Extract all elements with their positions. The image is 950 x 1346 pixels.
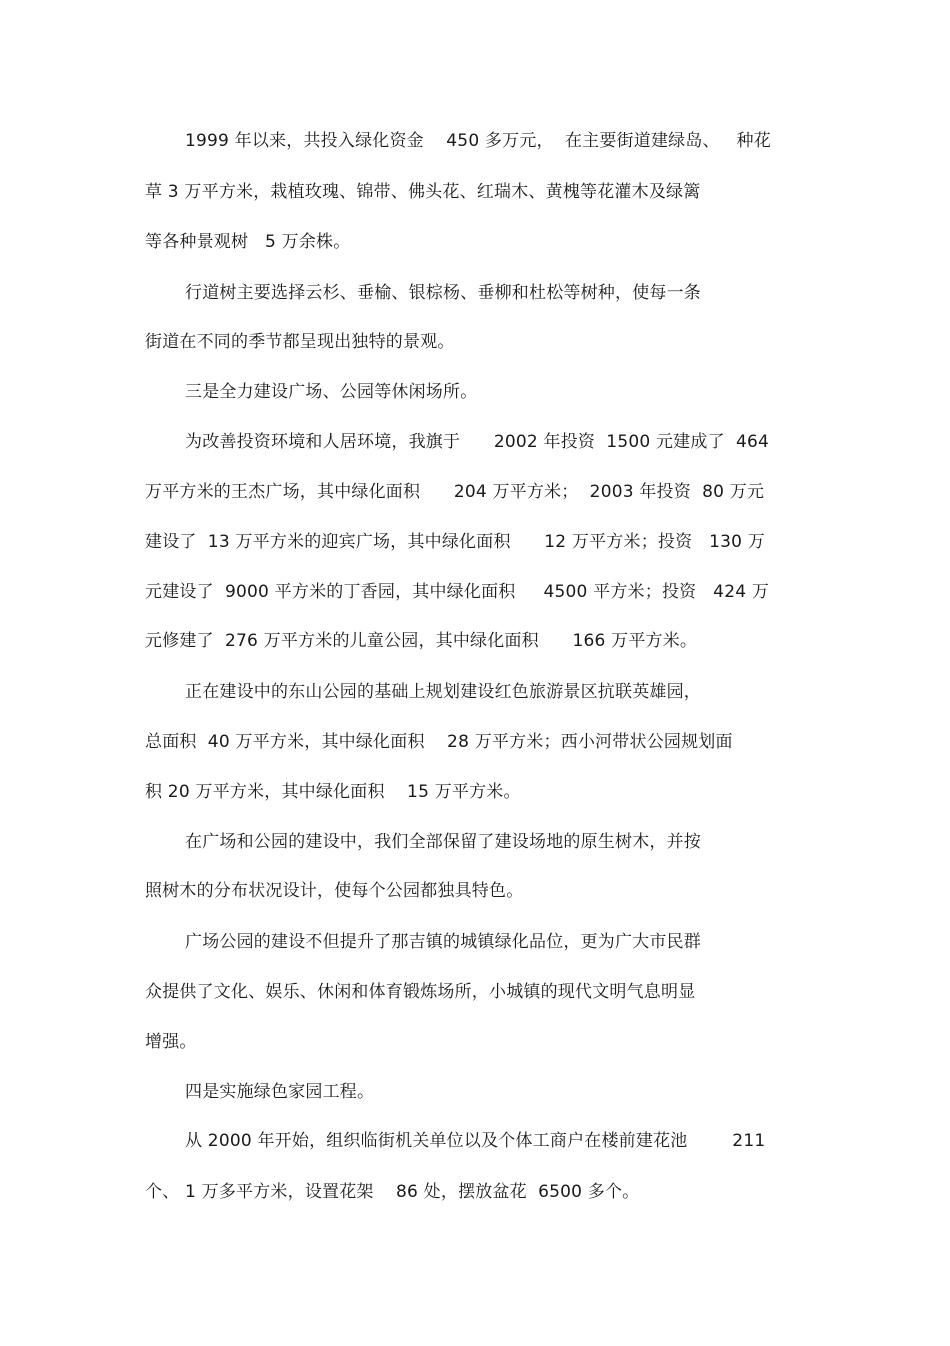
text-line: 增强。	[145, 1032, 197, 1052]
text-line: 三是全力建设广场、公园等休闲场所。	[185, 382, 478, 402]
text-line: 照树木的分布状况设计，使每个公园都独具特色。	[145, 881, 524, 901]
text-line: 万平方米的王杰广场，其中绿化面积 204 万平方米； 2003 年投资 80 万元	[145, 482, 765, 502]
text-line: 1999 年以来，共投入绿化资金 450 多万元， 在主要街道建绿岛、 种花	[185, 131, 771, 151]
text-line: 等各种景观树 5 万余株。	[145, 232, 351, 252]
text-line: 众提供了文化、娱乐、休闲和体育锻炼场所，小城镇的现代文明气息明显	[145, 982, 696, 1002]
text-line: 街道在不同的季节都呈现出独特的景观。	[145, 332, 455, 352]
text-line: 从 2000 年开始，组织临街机关单位以及个体工商户在楼前建花池 211	[185, 1131, 766, 1151]
text-line: 正在建设中的东山公园的基础上规划建设红色旅游景区抗联英雄园，	[185, 682, 701, 702]
text-line: 总面积 40 万平方米，其中绿化面积 28 万平方米；西小河带状公园规划面	[145, 732, 733, 752]
text-line: 草 3 万平方米，栽植玫瑰、锦带、佛头花、红瑞木、黄槐等花灌木及绿篱	[145, 182, 701, 202]
text-line: 行道树主要选择云杉、垂榆、银棕杨、垂柳和杜松等树种，使每一条	[185, 283, 701, 303]
text-line: 在广场和公园的建设中，我们全部保留了建设场地的原生树木，并按	[185, 832, 701, 852]
text-line: 元建设了 9000 平方米的丁香园，其中绿化面积 4500 平方米；投资 424 万	[145, 582, 770, 602]
text-line: 个、 1 万多平方米，设置花架 86 处，摆放盆花 6500 多个。	[145, 1182, 640, 1202]
text-line: 建设了 13 万平方米的迎宾广场，其中绿化面积 12 万平方米；投资 130 万	[145, 532, 765, 552]
text-line: 四是实施绿色家园工程。	[185, 1082, 375, 1102]
text-line: 积 20 万平方米，其中绿化面积 15 万平方米。	[145, 782, 521, 802]
text-line: 元修建了 276 万平方米的儿童公园，其中绿化面积 166 万平方米。	[145, 631, 698, 651]
text-line: 广场公园的建设不但提升了那吉镇的城镇绿化品位，更为广大市民群	[185, 932, 701, 952]
text-line: 为改善投资环境和人居环境，我旗于 2002 年投资 1500 元建成了 464	[185, 432, 770, 452]
